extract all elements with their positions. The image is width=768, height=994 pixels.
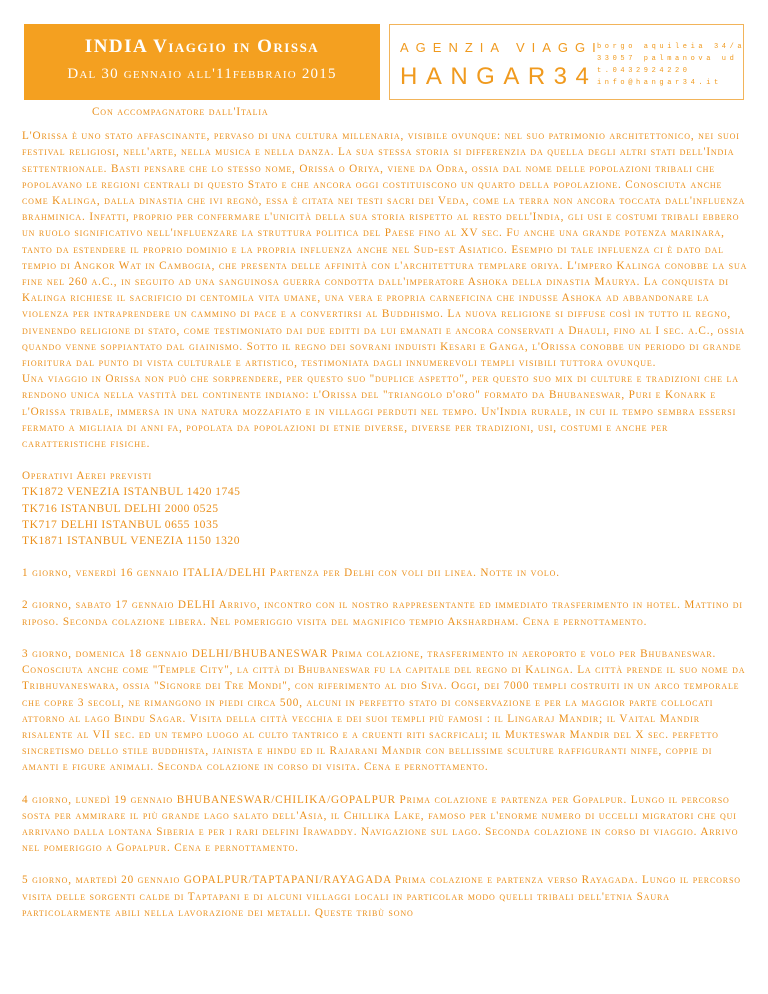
- day-route: GOPALPUR/TAPTAPANI/RAYAGADA: [183, 874, 392, 887]
- day-text: Prima colazione, trasferimento in aeroporto e volo per Bhubaneswar. Conosciuta anche come "Temple City", la città di Bhubaneswar fu la capitale del regno di Kalinga. La città prende il suo nome da Tribhuvaneswara, ossia "Signore dei Tre Mondi", con riferimento al dio Siva. Oggi, dei 7000 templi costruiti in un arco temporale che copre 3 secoli, ne rimangono in piedi circa 500, alcuni in perfetto stato di conservazione e per la maggior parte collocati attorno al lago Bindu Sagar. Visita della città vecchia e dei suoi templi più famosi : il Lingaraj Mandir; il Vaital Mandir risalente al VII sec. ed un tempo luogo al culto tantrico e a cruenti riti sacrficali; il Mukteswar Mandir del X sec. perfetto sincretismo dello stile buddhista, jainista e hindu ed il Rajarani Mandir con bellissime sculture raffiguranti ninfe, coppie di amanti e figure animali. Seconda colazione in corso di visita. Cena e pernottamento.: [22, 647, 746, 774]
- day-entry: [22, 792, 752, 857]
- flights-section: [22, 468, 752, 549]
- trip-title: INDIA Viaggio in Orissa: [84, 36, 320, 57]
- address-street: borgo aquileia 34/a: [597, 43, 746, 51]
- flight-row: TK717 DELHI ISTANBUL 0655 1035: [22, 517, 219, 531]
- intro-section: [22, 128, 752, 452]
- agency-name: HANGAR34: [400, 63, 598, 90]
- day-label: 3 giorno, domenica 18 gennaio: [22, 647, 189, 660]
- agency-label: AGENZIA VIAGGI: [400, 40, 603, 55]
- day-entry: [22, 597, 752, 629]
- day-text: Prima colazione e partenza verso Rayagada. Lungo il percorso visita delle sorgenti calde di Taptapani e di alcuni villaggi locali in particolar modo quelli tribali dell'etnia Saura particolarmente abili nella lavorazione dei metalli. Queste tribù sono: [22, 874, 741, 919]
- day-text: Partenza per Delhi con voli dii linea. Notte in volo.: [269, 567, 560, 580]
- flight-row: TK1871 ISTANBUL VENEZIA 1150 1320: [22, 534, 241, 548]
- flight-row: TK1872 VENEZIA ISTANBUL 1420 1745: [22, 485, 241, 499]
- day-route: DELHI: [177, 599, 216, 612]
- flights-heading: Operativi Aerei previsti: [22, 470, 152, 483]
- address-email[interactable]: info@hangar34.it: [597, 79, 722, 87]
- trip-title-banner: [24, 24, 380, 100]
- day-label: 4 giorno, lunedì 19 gennaio: [22, 793, 174, 806]
- address-city: 33057 palmanova ud: [597, 55, 738, 63]
- day-route: DELHI/BHUBANESWAR: [191, 647, 328, 660]
- day-label: 5 giorno, martedì 20 gennaio: [22, 874, 181, 887]
- day-label: 2 giorno, sabato 17 gennaio: [22, 599, 175, 612]
- address-phone[interactable]: t.0432924220: [597, 67, 691, 75]
- day-label: 1 giorno, venerdì 16 gennaio: [22, 567, 180, 580]
- day-text: Arrivo, incontro con il nostro rappresentante ed immediato trasferimento in hotel. Mattino di riposo. Seconda colazione libera. Nel pomeriggio visita del magnifico tempio Akshardham. Cena e pernottamento.: [22, 599, 743, 628]
- agency-address: [597, 41, 745, 89]
- subtitle: Con accompagnatore dall'Italia: [92, 106, 269, 118]
- day-entry: [22, 872, 752, 921]
- intro-paragraph: Una viaggio in Orissa non può che sorprendere, per questo suo "duplice aspetto", per questo suo mix di culture e tradizioni che la rendono unica nella vastità del continente indiano: l'Orissa del "triangolo d'oro" formato da Bhubaneswar, Puri e Konark e l'Orissa tribale, immersa in una natura mozzafiato e in villaggi perduti nel tempo. Un'India rurale, in cui il tempo sembra essersi fermato a migliaia di anni fa, popolata da popolazioni di etnie diverse, diverse per tradizioni, usi, costumi e anche per caratteristiche fisiche.: [22, 373, 739, 451]
- trip-dates: Dal 30 gennaio all'11febbraio 2015: [67, 66, 337, 82]
- flight-row: TK716 ISTANBUL DELHI 2000 0525: [22, 501, 219, 515]
- day-text: Prima colazione e partenza per Gopalpur. Lungo il percorso sosta per ammirare il più grande lago salato dell'Asia, il Chillika Lake, famoso per l'enorme numero di uccelli migratori che qui arrivano dalla lontana Siberia e per i rari delfini Irawaddy. Navigazione sul lago. Seconda colazione in corso di viaggio. Arrivo nel pomeriggio a Gopalpur. Cena e pernottamento.: [22, 793, 739, 855]
- itinerary-document: [22, 104, 752, 921]
- day-entry: [22, 565, 752, 581]
- day-route: BHUBANESWAR/CHILIKA/GOPALPUR: [176, 793, 396, 806]
- day-route: ITALIA/DELHI: [182, 567, 267, 580]
- agency-box: [389, 24, 744, 100]
- day-entry: [22, 646, 752, 776]
- intro-paragraph: L'Orissa è uno stato affascinante, pervaso di una cultura millenaria, visibile ovunque: nel suo patrimonio architettonico, nei suoi festival religiosi, nell'arte, nella musica e nella danza. La sua stessa storia si differenzia da quella degli altri stati dell'India settentrionale. Basti pensare che lo stesso nome, Orissa o Oriya, viene da Odra, ossia dal nome delle popolazioni tribali che popolavano le regioni centrali di questo Stato e che ancora oggi costituiscono un quarto della popolazione. Conosciuta anche come Kalinga, dalla dinastia che ivi regnò, essa è citata nei testi sacri dei Veda, come la terra non ancora toccata dall'influenza brahminica. Infatti, proprio per confermare l'unicità della sua storia rispetto al resto dell'India, gli usi e costumi tribali ebbero un ruolo significativo nell'influenzare la struttura politica del Paese fino al XV sec. Fu anche una grande potenza marinara, tanto da estendere il proprio dominio e la propria influenza anche nel Sud-est Asiatico. Esempio di tale influenza ci è dato dal tempio di Angkor Wat in Cambogia, che presenta delle affinità con l'architettura templare oriya. L'impero Kalinga conobbe la sua fine nel 260 a.C., in seguito ad una sanguinosa guerra condotta dall'imperatore Ashoka della dinastia Maurya. La conquista di Kalinga richiese il sacrificio di centomila vita umane, una vera e propria carneficina che indusse Ashoka ad abbandonare la violenza per intraprendere un cammino di pace e a convertirsi al Buddhismo. La nuova religione si diffuse così in tutto il regno, divenendo religione di stato, come testimoniato dai due editti da lui emanati e ancora conservati a Dhauli, fino al I sec. a.C., ossia quando venne soppiantato dal giainismo. Sotto il regno dei sovrani induisti Kesari e Ganga, l'Orissa conobbe un periodo di grande fioritura dal punto di vista culturale e artistico, testimoniata dagli innumerevoli templi visibili tuttora ovunque.: [22, 130, 748, 370]
